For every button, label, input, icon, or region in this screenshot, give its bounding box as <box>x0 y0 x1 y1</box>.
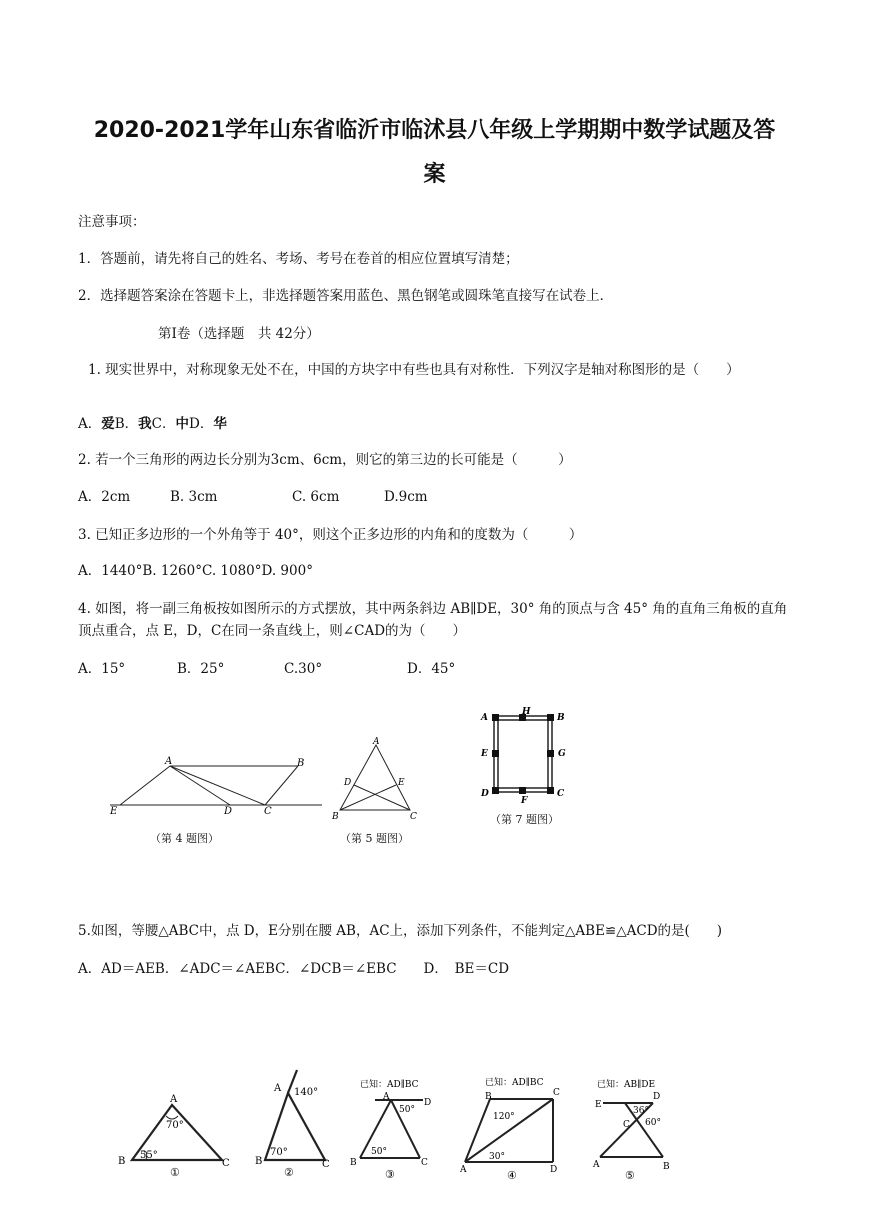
bf4-label-b: B <box>485 1092 492 1102</box>
q2-option-d: D.9cm <box>384 489 428 505</box>
bf2-label-b: B <box>255 1156 263 1167</box>
bottom-figure-4 <box>455 1075 565 1185</box>
bf4-given: 已知：AD∥BC <box>485 1078 544 1088</box>
f4-label-c: C <box>264 806 272 817</box>
question-3-options: A．1440°B. 1260°C. 1080°D. 900° <box>78 563 313 579</box>
f5-label-a: A <box>373 737 380 747</box>
q1-option-a-label: A． <box>78 416 102 432</box>
bottom-figure-2 <box>250 1065 345 1180</box>
question-2-options <box>78 488 428 506</box>
bf4-angle-b: 120° <box>493 1112 515 1122</box>
bf4-label-c: C <box>553 1088 560 1098</box>
bf3-label-d: D <box>424 1098 432 1108</box>
bf2-label-c: C <box>322 1159 330 1170</box>
bf1-angle-b: 55° <box>140 1150 158 1161</box>
bf5-number: ⑤ <box>625 1169 635 1182</box>
question-3-text: 3. 已知正多边形的一个外角等于 40°，则这个正多边形的内角和的度数为（ ） <box>78 527 583 543</box>
bf3-angle-b: 50° <box>371 1147 387 1157</box>
f7-label-c: C <box>557 789 565 799</box>
bottom-figure-5 <box>585 1075 685 1185</box>
bf1-label-a: A <box>170 1094 178 1105</box>
bf1-number: ① <box>170 1166 180 1179</box>
question-5-text: 5.如图，等腰△ABC中，点 D，E分别在腰 AB，AC上，添加下列条件，不能判定△ABE≌△ACD的是( ) <box>78 923 723 939</box>
figure-q5 <box>330 735 425 825</box>
bf2-number: ② <box>284 1166 294 1179</box>
q4-option-a: A．15° <box>78 661 126 677</box>
f7-label-a: A <box>481 713 488 723</box>
bf5-angle-c: 60° <box>645 1118 661 1128</box>
figure-q7 <box>478 706 573 804</box>
f7-label-d: D <box>481 789 489 799</box>
question-5-options: A．AD＝AEB．∠ADC＝∠AEBC．∠DCB＝∠EBC D． BE＝CD <box>78 961 510 977</box>
f4-label-d: D <box>224 806 233 817</box>
question-2-text: 2. 若一个三角形的两边长分别为3cm、6cm，则它的第三边的长可能是（ ） <box>78 452 572 468</box>
page-title: 2020-2021学年山东省临沂市临沭县八年级上学期期中数学试题及答 <box>93 118 776 143</box>
q1-option-b-char: 我 <box>138 416 152 432</box>
question-1-text: 1. 现实世界中，对称现象无处不在，中国的方块字中有些也具有对称性．下列汉字是轴对称图形的是（ ） <box>88 362 740 378</box>
q4-option-c: C.30° <box>284 661 323 677</box>
q4-option-d: D．45° <box>407 661 456 677</box>
bf1-label-c: C <box>222 1158 230 1169</box>
bf3-label-a: A <box>383 1092 390 1102</box>
q1-option-c-char: 中 <box>175 416 190 432</box>
bf5-label-b: B <box>663 1162 670 1172</box>
bf3-angle-top: 50° <box>399 1105 415 1115</box>
bf3-given: 已知：AD∥BC <box>360 1080 419 1090</box>
bf4-angle-a: 30° <box>489 1152 505 1162</box>
f4-label-b: B <box>297 758 305 769</box>
q1-option-a-char: 爱 <box>101 416 115 432</box>
bf2-angle-ext: 140° <box>294 1087 319 1098</box>
bf3-number: ③ <box>385 1168 395 1181</box>
q1-option-d-label: D． <box>189 416 214 432</box>
notice-item-1: 1．答题前，请先将自己的姓名、考场、考号在卷首的相应位置填写清楚； <box>78 251 519 267</box>
bf4-number: ④ <box>507 1169 517 1182</box>
figure-q4-caption: （第 4 题图） <box>150 832 219 845</box>
f5-label-b: B <box>332 812 339 822</box>
bottom-figure-3 <box>345 1075 440 1185</box>
bf5-given: 已知：AB∥DE <box>597 1080 656 1090</box>
q1-option-b-label: B． <box>114 416 139 432</box>
q2-option-c: C. 6cm <box>292 489 340 505</box>
q4-option-b: B．25° <box>177 661 225 677</box>
bf5-label-d: D <box>653 1092 661 1102</box>
page-title-continued: 案 <box>423 162 446 187</box>
bottom-figure-1 <box>110 1080 240 1180</box>
notice-heading: 注意事项： <box>78 214 146 230</box>
q1-option-d-char: 华 <box>213 416 227 432</box>
bf1-label-b: B <box>118 1156 126 1167</box>
figure-q7-caption: （第 7 题图） <box>490 813 559 826</box>
f5-label-d: D <box>344 778 352 788</box>
question-4-text: 4. 如图，将一副三角板按如图所示的方式摆放，其中两条斜边 AB∥DE，30° 角的顶点与含 45° 角的直角三角板的直角顶点重合，点 E，D，C在同一条直线上，则∠CAD的为（ ） <box>78 601 788 639</box>
question-1-options <box>78 415 227 433</box>
figure-q4 <box>100 750 325 820</box>
question-4-options <box>78 660 455 678</box>
bf2-label-a: A <box>274 1083 282 1094</box>
f7-label-h: H <box>522 707 531 717</box>
bf2-angle-b: 70° <box>270 1147 288 1158</box>
q1-option-c-label: C． <box>151 416 176 432</box>
q2-option-a: A．2cm <box>78 489 131 505</box>
bf4-label-a: A <box>460 1165 467 1175</box>
figure-q5-caption: （第 5 题图） <box>340 832 409 845</box>
q2-option-b: B. 3cm <box>170 489 218 505</box>
f7-label-e: E <box>481 749 488 759</box>
notice-item-2: 2．选择题答案涂在答题卡上，非选择题答案用蓝色、黑色钢笔或圆珠笔直接写在试卷上． <box>78 288 614 304</box>
f4-label-e: E <box>110 806 118 817</box>
bf5-angle-top: 36° <box>633 1106 649 1116</box>
f5-label-c: C <box>410 812 417 822</box>
bf1-angle-a: 70° <box>166 1120 184 1131</box>
bf5-label-e: E <box>595 1100 602 1110</box>
section-heading: 第Ⅰ卷（选择题 共 42分） <box>158 326 320 342</box>
bf4-label-d: D <box>550 1165 558 1175</box>
f7-label-b: B <box>557 713 565 723</box>
bf3-label-c: C <box>421 1158 428 1168</box>
f5-label-e: E <box>398 778 405 788</box>
bf5-label-a: A <box>593 1160 600 1170</box>
bf5-label-c: C <box>623 1120 630 1130</box>
f7-label-f: F <box>521 796 528 804</box>
f7-label-g: G <box>558 749 566 759</box>
bf3-label-b: B <box>350 1158 357 1168</box>
f4-label-a: A <box>165 756 173 767</box>
